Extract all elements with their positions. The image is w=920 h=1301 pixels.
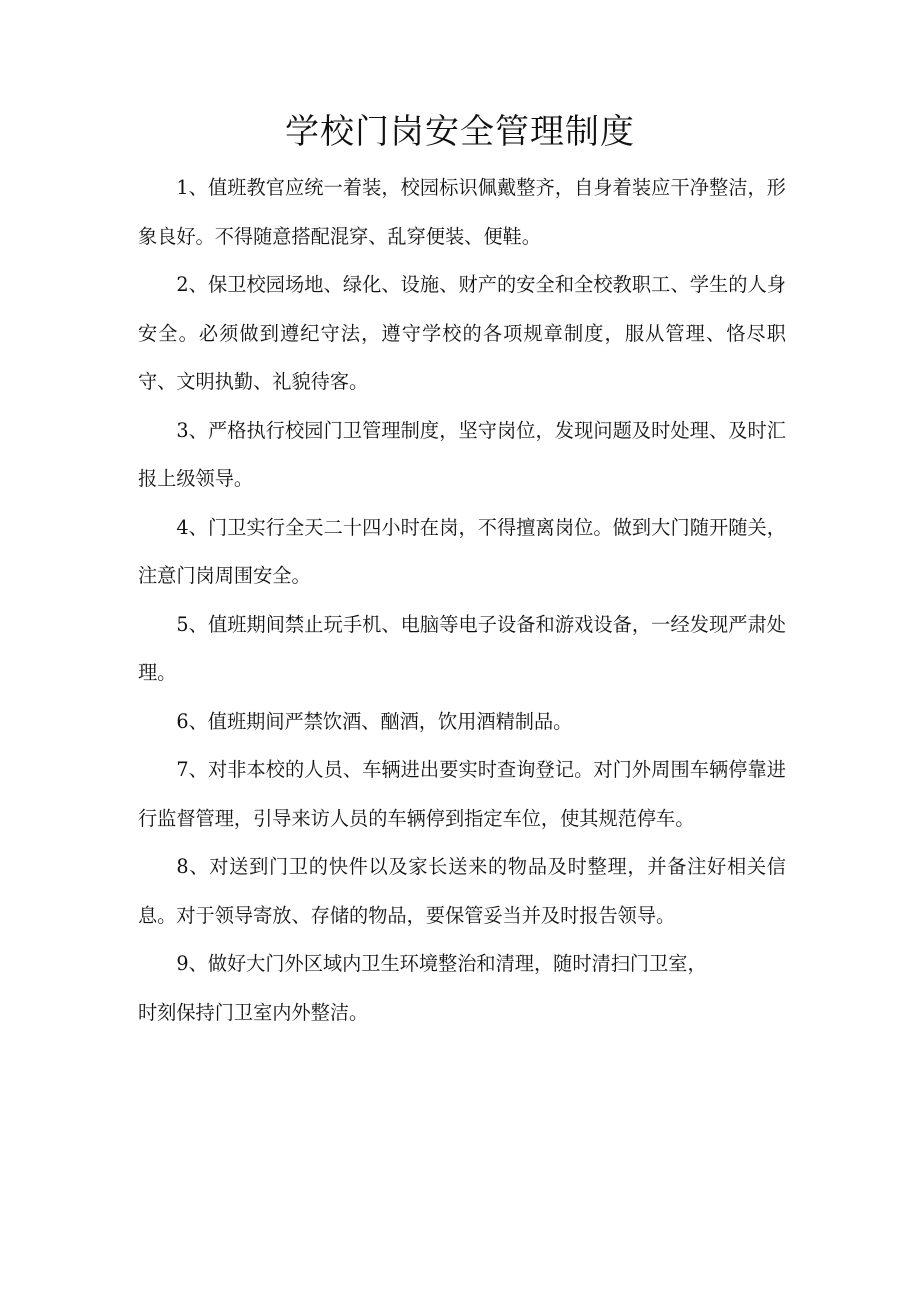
rule-paragraph-5: 5、值班期间禁止玩手机、电脑等电子设备和游戏设备，一经发现严肃处理。 <box>138 612 786 684</box>
document-title: 学校门岗安全管理制度 <box>285 112 635 152</box>
rule-paragraph-2: 2、保卫校园场地、绿化、设施、财产的安全和全校教职工、学生的人身安全。必须做到遵纪守法，遵守学校的各项规章制度，服从管理、恪尽职守、文明执勤、礼貌待客。 <box>138 273 786 393</box>
rule-paragraph-1: 1、值班教官应统一着装，校园标识佩戴整齐，自身着装应干净整洁，形象良好。不得随意搭配混穿、乱穿便装、便鞋。 <box>138 176 786 248</box>
rule-paragraph-8: 8、对送到门卫的快件以及家长送来的物品及时整理，并备注好相关信息。对于领导寄放、存储的物品，要保管妥当并及时报告领导。 <box>138 855 786 927</box>
rule-paragraph-6: 6、值班期间严禁饮酒、酗酒，饮用酒精制品。 <box>176 709 573 733</box>
rule-paragraph-4: 4、门卫实行全天二十四小时在岗，不得擅离岗位。做到大门随开随关，注意门岗周围安全。 <box>138 515 786 587</box>
rule-paragraph-7: 7、对非本校的人员、车辆进出要实时查询登记。对门外周围车辆停靠进行监督管理，引导来访人员的车辆停到指定车位，使其规范停车。 <box>138 758 786 830</box>
rule-paragraph-3: 3、严格执行校园门卫管理制度，坚守岗位，发现问题及时处理、及时汇报上级领导。 <box>138 418 786 490</box>
document-body <box>138 164 786 1037</box>
rule-paragraph-9-continuation: 时刻保持门卫室内外整洁。 <box>138 1000 369 1024</box>
rule-paragraph-9: 9、做好大门外区域内卫生环境整治和清理，随时清扫门卫室， <box>176 952 707 975</box>
